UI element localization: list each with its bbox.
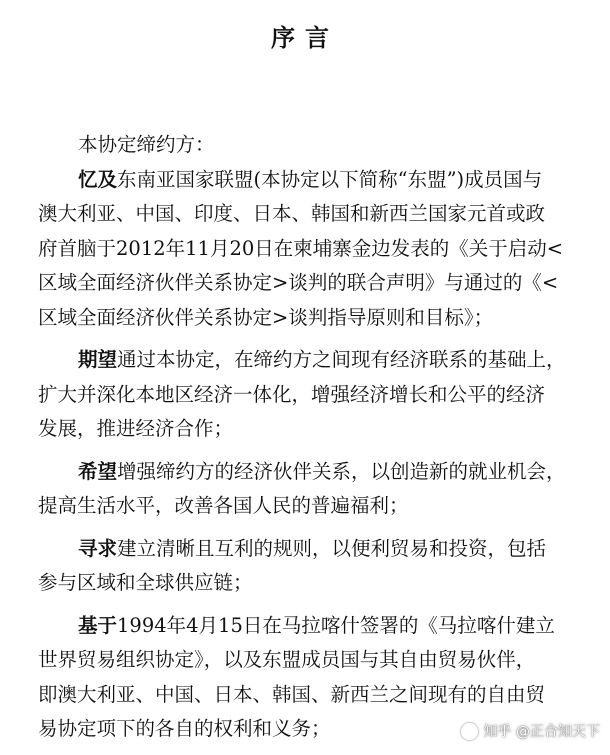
paragraph-gap <box>38 601 604 609</box>
paragraph-line: 易协定项下的各自的权利和义务； <box>38 717 331 740</box>
paragraph-first-line <box>38 163 604 198</box>
paragraph-text: 通过本协定，在缔约方之间现有经济联系的基础上， <box>117 348 566 371</box>
paragraph-text: 增强缔约方的经济伙伴关系，以创造新的就业机会， <box>117 459 566 483</box>
paragraph-line: 参与区域和全球供应链； <box>38 571 253 594</box>
preamble-body <box>38 128 604 747</box>
paragraph-line: 发展，推进经济合作； <box>38 417 234 440</box>
paragraph-line: 区域全面经济伙伴关系协定>谈判的联合声明》与通过的《< <box>38 271 559 294</box>
paragraph-line: 府首脑于2012年11月20日在柬埔寨金边发表的《关于启动< <box>38 236 564 260</box>
paragraph-line: 澳大利亚、中国、印度、日本、韩国和新西兰国家元首或政 <box>38 202 546 225</box>
paragraph-first-line <box>38 455 604 490</box>
paragraph-line: 提高生活水平，改善各国人民的普遍福利； <box>38 494 409 517</box>
watermark-text: 知乎 @正合知天下 <box>483 724 600 740</box>
paragraph-line: 扩大并深化本地区经济一体化，增强经济增长和公平的经济 <box>38 382 546 406</box>
paragraph-seeking <box>38 532 604 601</box>
page-title: 序言 <box>271 23 339 52</box>
paragraph-gap <box>38 447 604 455</box>
paragraph-line: 区域全面经济伙伴关系协定>谈判指导原则和目标》； <box>38 305 494 329</box>
paragraph-keyword: 基于 <box>78 613 118 637</box>
paragraph-gap <box>38 335 604 343</box>
paragraph-desiring <box>38 343 604 447</box>
paragraph-text: 1994年4月15日在马拉喀什签署的《马拉喀什建立 <box>117 613 555 637</box>
paragraph-keyword: 寻求 <box>78 536 118 560</box>
paragraph-text: 东南亚国家联盟(本协定以下简称“东盟”)成员国与 <box>117 167 543 191</box>
paragraph-keyword: 期望 <box>78 348 118 371</box>
paragraph-keyword: 希望 <box>78 459 118 483</box>
paragraph-keyword: 忆及 <box>78 167 118 191</box>
paragraph-first-line <box>38 609 604 644</box>
opening-line: 本协定缔约方： <box>78 133 215 156</box>
paragraph-hoping <box>38 455 604 524</box>
paragraph-line: 世界贸易组织协定》，以及东盟成员国与其自由贸易伙伴， <box>38 648 536 671</box>
watermark <box>461 721 600 741</box>
paragraph-recalling <box>38 163 604 336</box>
paragraph-first-line <box>38 532 604 567</box>
paragraph-line: 即澳大利亚、中国、日本、韩国、新西兰之间现有的自由贸 <box>38 682 546 706</box>
zhihu-logo-icon <box>461 723 478 740</box>
paragraph-first-line <box>38 343 604 378</box>
paragraph-gap <box>38 524 604 532</box>
paragraph-text: 建立清晰且互利的规则，以便利贸易和投资，包括 <box>117 536 547 560</box>
